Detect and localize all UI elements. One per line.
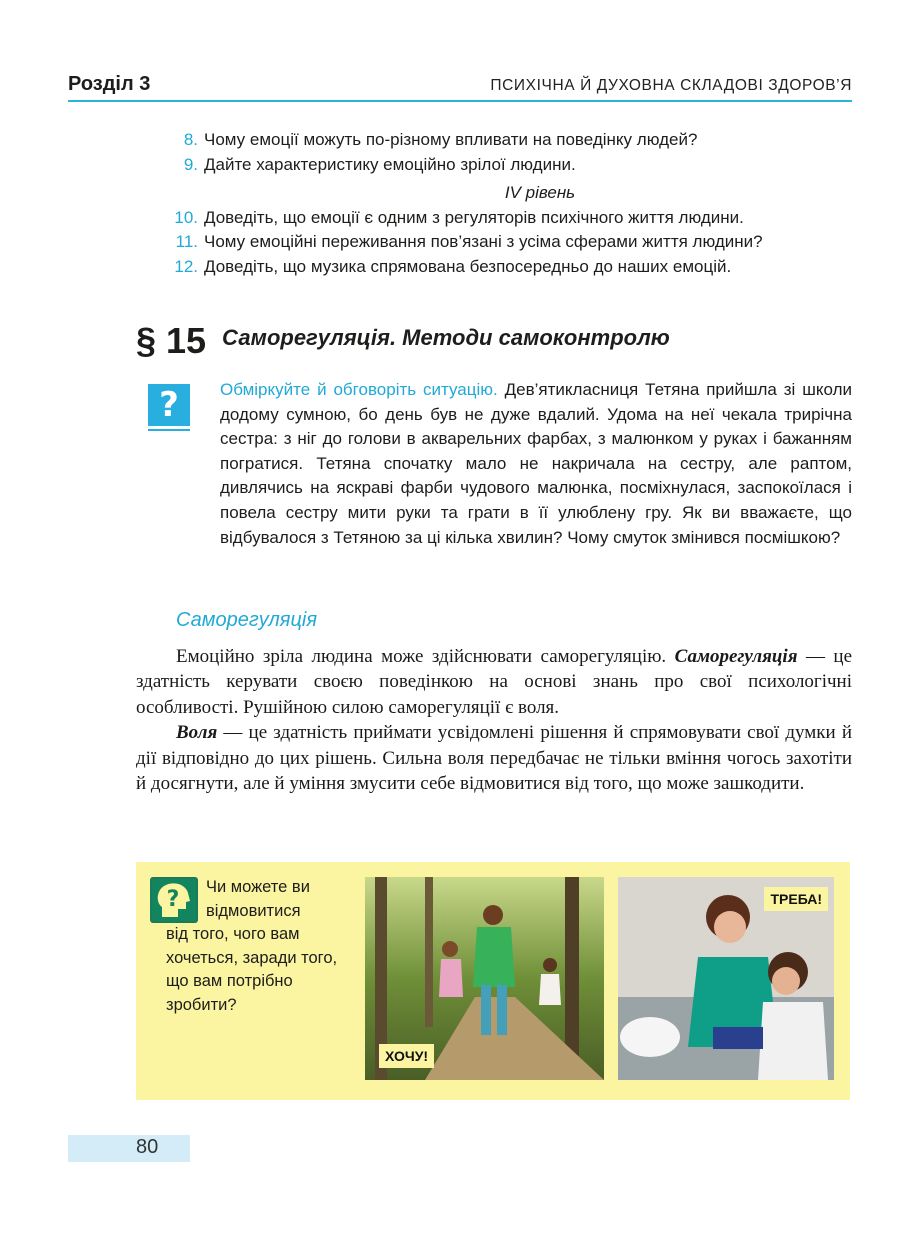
question-item: [150, 230, 870, 255]
page-number-bar: [68, 1135, 190, 1162]
question-text: Дайте характеристику емоційно зрілої людини.: [204, 154, 576, 174]
question-text: Доведіть, що музика спрямована безпосередньо до наших емоцій.: [204, 256, 732, 276]
question-text: Доведіть, що емоції є одним з регуляторів психічного життя людини.: [204, 207, 744, 227]
section-number: § 15: [136, 320, 207, 361]
paragraph: [136, 644, 852, 720]
question-item: [150, 206, 870, 231]
box-question-line: відмовитися: [206, 901, 301, 920]
box-question: [166, 876, 352, 1018]
question-item: [150, 153, 870, 178]
question-text: Чому емоційні переживання пов’язані з усіма сферами життя людини?: [204, 232, 763, 251]
situation-lead: Обміркуйте й обговоріть ситуацію.: [220, 380, 498, 399]
photo-washing-dishes: [618, 877, 834, 1080]
paragraph-intro: Емоційно зріла людина може здійснювати саморегуляцію.: [176, 646, 667, 667]
question-number: 9.: [183, 154, 198, 174]
question-text: Чому емоції можуть по-різному впливати на поведінку людей?: [204, 130, 698, 149]
situation-body: Дев’ятикласниця Тетяна прийшла зі школи додому сумною, бо день був не дуже вдалий. Удома на неї чекала трирічна сестра: з ніг до голови в акварельних фарбах, з малюнком у руках і бажанням погратися. Тетяна спочатку мало не накричала на сестру, але раптом, дивлячись на яскраві фарби чудового малюнка, посміхнулася, заспокоїлася і повела сестру мити руки та грати в її улюблену гру. Як ви вважаєте, що відбувалося з Тетяною за ці кілька хвилин? Чому смуток змінився посмішкою?: [220, 380, 852, 547]
situation-text: [220, 378, 852, 550]
chapter-topic: ПСИХІЧНА Й ДУХОВНА СКЛАДОВІ ЗДОРОВ’Я: [490, 77, 852, 94]
question-number: 11.: [175, 232, 198, 251]
photo-family-forest: [365, 877, 604, 1080]
box-question-line: Чи можете ви: [206, 878, 310, 896]
question-number: 10.: [174, 207, 198, 227]
definition: — це здатність приймати усвідомлені рішення й спрямовувати свої думки й дії відповідно до цих рішень. Сильна воля передбачає не тільки вміння чогось захотіти й досягнути, але й уміння змусити себе відмовитися від того, що може зашкодити.: [136, 722, 852, 795]
page-number: 80: [136, 1136, 159, 1158]
subheading: Саморегуляція: [176, 609, 318, 631]
term: Воля: [176, 722, 218, 744]
section-title: Саморегуляція. Методи самоконтролю: [222, 325, 670, 350]
svg-text:?: ?: [166, 887, 180, 912]
photo1-tag: ХОЧУ!: [379, 1044, 434, 1068]
body-text: [136, 644, 852, 796]
header-divider: [68, 100, 852, 102]
box-question-rest: від того, чого вам хочеться, заради того, що вам потрібно зробити?: [166, 925, 338, 1014]
paragraph: [136, 720, 852, 796]
question-item: [150, 255, 870, 280]
question-list: [150, 128, 870, 279]
term: Саморегуляція: [674, 646, 798, 667]
question-number: 12.: [174, 256, 198, 276]
question-item: [150, 128, 870, 153]
photo2-tag: ТРЕБА!: [764, 887, 828, 911]
question-number: 8.: [183, 130, 198, 149]
question-mark-icon: ?: [148, 384, 190, 431]
definition: — це здатність керувати своєю поведінкою на основі знань про свої психологічні особливості. Рушійною силою саморегуляції є воля.: [136, 646, 853, 718]
level-label: IV рівень: [504, 183, 576, 202]
chapter-label: Розділ 3: [68, 73, 151, 95]
